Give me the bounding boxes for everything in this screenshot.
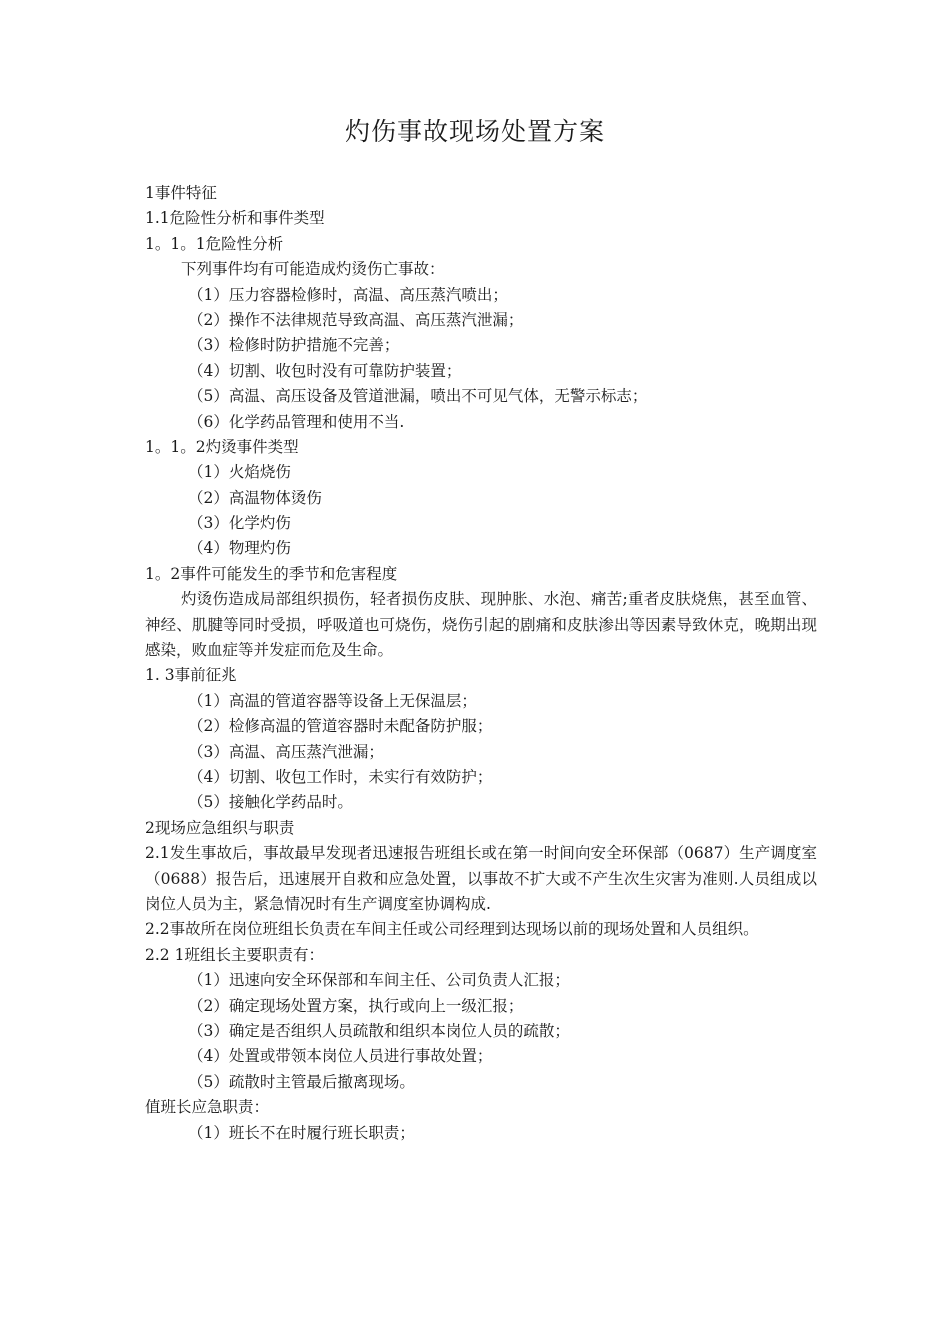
list-item: （4）切割、收包时没有可靠防护装置； — [188, 361, 462, 380]
subsection-heading: 1。1。1危险性分析 — [145, 234, 284, 253]
list-item: （1）火焰烧伤 — [188, 463, 291, 482]
list-item: （2）检修高温的管道容器时未配备防护服； — [188, 717, 493, 736]
subsection-heading: 1。2事件可能发生的季节和危害程度 — [145, 564, 398, 583]
list-item: （1）班长不在时履行班长职责； — [188, 1123, 415, 1142]
list-item: （1）压力容器检修时，高温、高压蒸汽喷出； — [188, 285, 508, 304]
list-item: （2）确定现场处置方案，执行或向上一级汇报； — [188, 996, 524, 1015]
list-item: （4）物理灼伤 — [188, 539, 291, 558]
list-item: （2）操作不法律规范导致高温、高压蒸汽泄漏； — [188, 310, 524, 329]
list-item: （3）检修时防护措施不完善； — [188, 336, 400, 355]
list-item: （4）处置或带领本岗位人员进行事故处置； — [188, 1047, 493, 1066]
list-item: （5）接触化学药品时。 — [188, 793, 353, 812]
list-item: （1）迅速向安全环保部和车间主任、公司负责人汇报； — [188, 971, 570, 990]
body-paragraph: 灼烫伤造成局部组织损伤，轻者损伤皮肤、现肿胀、水泡、痛苦;重者皮肤烧焦，甚至血管、神经、肌腱等同时受损，呼吸道也可烧伤，烧伤引起的剧痛和皮肤渗出等因素导致休克，晚期出现感染，败血症等并发症而危及生命。 — [145, 590, 817, 660]
list-item: （3）高温、高压蒸汽泄漏； — [188, 742, 384, 761]
list-item: （3）化学灼伤 — [188, 514, 291, 533]
subsection-heading: 1.1危险性分析和事件类型 — [145, 209, 325, 228]
list-item: （5）高温、高压设备及管道泄漏，喷出不可见气体，无警示标志； — [188, 387, 648, 406]
document-body — [145, 181, 817, 1146]
list-item: （4）切割、收包工作时，未实行有效防护； — [188, 768, 493, 787]
body-paragraph: 2.2事故所在岗位班组长负责在车间主任或公司经理到达现场以前的现场处置和人员组织。 — [145, 920, 759, 939]
subsection-heading: 2.2 1班组长主要职责有： — [145, 945, 324, 964]
intro-line: 下列事件均有可能造成灼烫伤亡事故： — [181, 260, 445, 279]
list-item: （2）高温物体烫伤 — [188, 488, 322, 507]
section-heading: 1事件特征 — [145, 184, 217, 202]
list-item: （1）高温的管道容器等设备上无保温层； — [188, 691, 477, 710]
body-paragraph: 2.1发生事故后，事故最早发现者迅速报告班组长或在第一时间向安全环保部（0687）生产调度室（0688）报告后，迅速展开自救和应急处置，以事故不扩大或不产生次生灾害为准则.人员组成以岗位人员为主，紧急情况时有生产调度室协调构成. — [145, 844, 817, 914]
subsection-heading: 1. 3事前征兆 — [145, 666, 237, 685]
list-item: （3）确定是否组织人员疏散和组织本岗位人员的疏散； — [188, 1022, 570, 1040]
list-item: （5）疏散时主管最后撤离现场。 — [188, 1072, 415, 1091]
list-item: （6）化学药品管理和使用不当. — [188, 412, 405, 431]
document-title: 灼伤事故现场处置方案 — [344, 117, 605, 146]
subsection-heading: 值班长应急职责： — [145, 1098, 270, 1117]
section-heading: 2现场应急组织与职责 — [145, 818, 295, 837]
subsection-heading: 1。1。2灼烫事件类型 — [145, 437, 299, 456]
